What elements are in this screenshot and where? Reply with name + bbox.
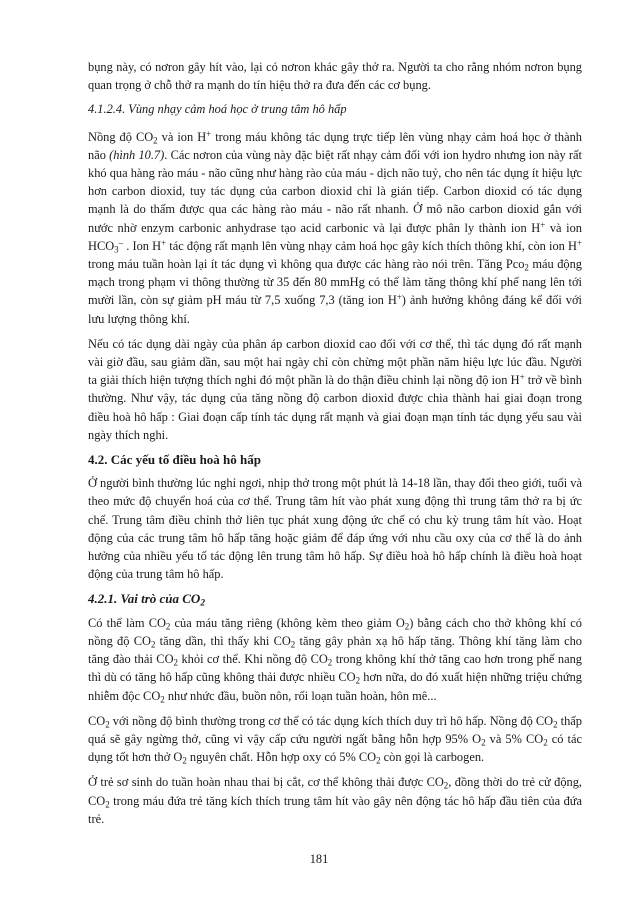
paragraph-co2-normal: $CO_2$ với nồng độ bình thường trong cơ thể có tác dụng kích thích duy trì hô hấp. Nồng độ $CO_2$ thấp quá sẽ gây ngừng thở, cũng vì vậy cấp cứu người ngất bằng hỗn hợp 95% $O_2$ và 5% $CO_2$ có tác dụng tốt hơn thở $O_2$ nguyên chất. Hỗn hợp oxy có 5% $CO_2$ còn gọi là carbogen. [88, 713, 582, 766]
paragraph-newborn: Ở trẻ sơ sinh do tuần hoàn nhau thai bị cắt, cơ thể không thải được $CO_2$, đồng thời do trẻ cử động, $CO_2$ trong máu đứa trẻ tăng kích thích trung tâm hít vào gây nên động tác hô hấp đầu tiên của đứa trẻ. [88, 775, 583, 826]
section-heading-4-1-2-4: 4.1.2.4. Vùng nhạy cảm hoá học ở trung tâm hô hấp [88, 102, 347, 117]
paragraph-continued: bụng này, có nơron gây hít vào, lại có nơron khác gây thở ra. Người ta cho rằng nhóm nơron bụng quan trọng ở chỗ thở ra mạnh do tín hiệu thở ra đưa đến các cơ bụng. [88, 60, 582, 93]
figure-reference: (hình 10.7) [109, 147, 165, 162]
section-heading-4-2: 4.2. Các yếu tố điều hoà hô hấp [88, 452, 261, 468]
document-page [88, 58, 582, 835]
paragraph-chemosensitive-area: Nồng độ $CO_2$ và ion H+ trong máu không tác dụng trực tiếp lên vùng nhạy cảm hoá học ở thành não (hình 10.7). Các nơron của vùng này đặc biệt rất nhạy cảm đối với ion hydro nhưng ion này rất khó qua hàng rào máu - não cũng như hàng rào của máu - dịch não tuỷ, cho nên tác dụng ít hiệu lực hơn carbon dioxid, tuy tác dụng của carbon dioxid chỉ là gián tiếp. Carbon dioxid có tác dụng mạnh là do thấm được qua các hàng rào máu - não rất nhanh. Ở mô não carbon dioxid gắn với nước nhờ enzym carbonic anhydrase tạo acid carbonic và lại được phân ly thành ion H+ và ion $HCO_3^-$ . Ion H+ tác động rất mạnh lên vùng nhạy cảm hoá học gây kích thích thông khí, còn ion H+ trong máu tuần hoàn lại ít tác dụng vì không qua được các hàng rào nói trên. Tăng Pco$_2$ máu động mạch trong phạm vi thông thường từ 35 đến 80 mmHg có thể làm tăng thông khí phế nang lên tới mười lần, còn sự giảm pH máu từ 7,5 xuống 7,3 (tăng ion H+) ảnh hưởng không đáng kể đối với lưu lượng thông khí. [88, 128, 583, 326]
page-number: 181 [309, 852, 329, 866]
paragraph-regulation-factors: Ở người bình thường lúc nghỉ ngơi, nhịp thở trong một phút là 14-18 lần, thay đổi theo giới, tuổi và theo mức độ chuyển hoá của cơ thể. Trung tâm hít vào phát xung động thì trung tâm thở ra bị ức chế. Trung tâm điều chỉnh thở liên tục phát xung động ức chế có chu kỳ trung tâm hít vào. Hoạt động của các trung tâm hô hấp tăng hoặc giảm để đáp ứng với nhu cầu oxy của cơ thể là do ảnh hưởng của nhiều yếu tố tác động lên trung tâm hô hấp. Sự điều hoà hô hấp chính là điều hoà hoạt động của trung tâm hô hấp. [88, 476, 582, 582]
paragraph-long-term-effect: Nếu có tác dụng dài ngày của phân áp carbon dioxid cao đối với cơ thể, thì tác dụng đó rất mạnh vài giờ đầu, sau giảm dần, sau một hai ngày chỉ còn chừng một phần năm hiệu lực lúc đầu. Người ta giải thích hiện tượng thích nghi đó một phần là do thận điều chỉnh lại nồng độ ion H+ trở về bình thường. Như vậy, tác dụng của tăng nồng độ carbon dioxid được chia thành hai giai đoạn trong điều hoà hô hấp : Giai đoạn cấp tính tác dụng rất mạnh và giai đoạn mạn tính tác dụng yếu sau vài ngày thích nghi. [88, 336, 582, 442]
paragraph-co2-role: Có thể làm $CO_2$ của máu tăng riêng (không kèm theo giảm $O_2$) bằng cách cho thở không khí có nồng độ $CO_2$ tăng dần, thì thấy khi $CO_2$ tăng gây phản xạ hô hấp tăng. Thông khí tăng làm cho tăng đào thải $CO_2$ khỏi cơ thể. Khi nồng độ $CO_2$ trong không khí thở tăng cao hơn trong phế nang thì dù có tăng hô hấp cũng không thải được nhiều $CO_2$ hơn nữa, do đó xuất hiện những triệu chứng nhiễm độc $CO_2$ như nhức đầu, buồn nôn, rối loạn tuần hoàn, hôn mê... [88, 615, 582, 704]
section-heading-4-2-1: 4.2.1. Vai trò của $CO_2$ [88, 591, 205, 610]
